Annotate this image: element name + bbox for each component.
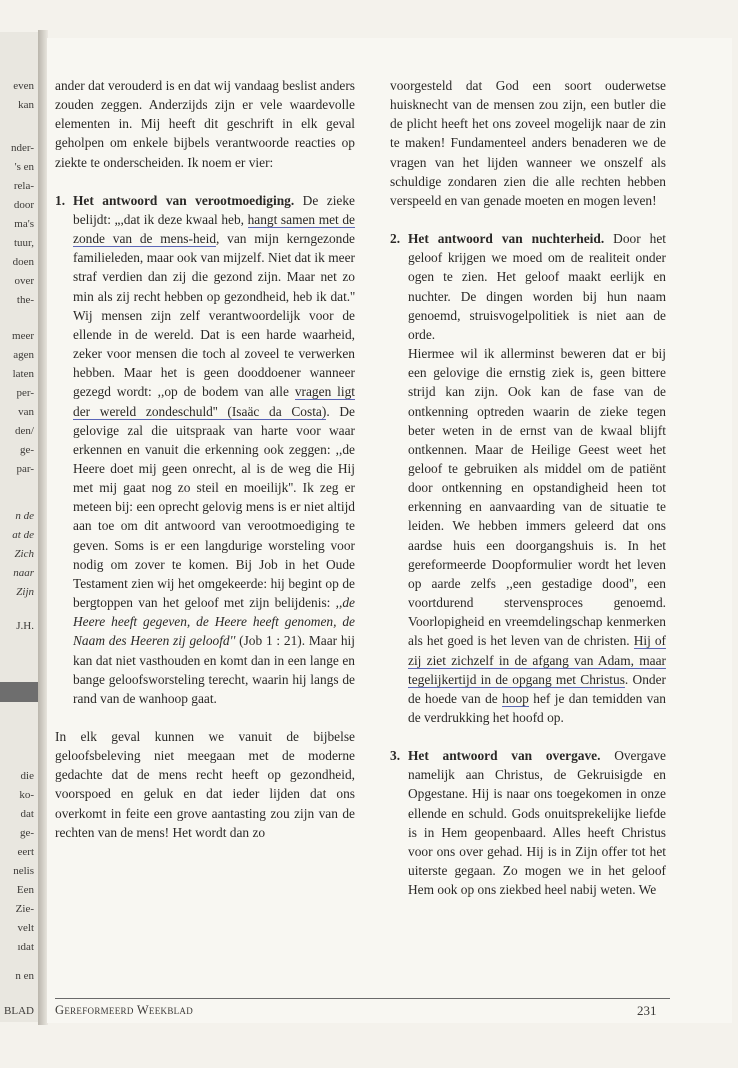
previous-page-fragment: Een: [16, 884, 34, 896]
list-item-2-continued: [390, 344, 666, 727]
previous-page-fragment: velt: [17, 922, 34, 934]
item-heading: Het antwoord van overgave.: [408, 748, 601, 764]
job-quote: ,,de Heere heeft gegeven, de Heere heeft genomen, de Naam des Heeren zij geloofd'': [73, 595, 355, 649]
underlined-text: vragen ligt der wereld zondeschuld'' (Isaäc da Costa): [73, 384, 355, 419]
continuation-paragraph: voorgesteld dat God een soort ouderwetse huisknecht van de mensen zou zijn, een butler die de plicht heeft het ons zoveel mogelijk naar de zin te maken! Fundamenteel anders benaderen we de vragen van het lijden wanneer we onszelf als schuldige zondaren zien die alle rechten hebben verspeeld en van genade moeten en mogen leven!: [390, 78, 666, 208]
previous-page-fragment: J.H.: [16, 620, 34, 632]
page-number: 231: [637, 1003, 657, 1018]
right-column: [390, 76, 666, 899]
previous-page-fragment: over: [14, 275, 34, 287]
item-text: (Job 1 : 21). Maar hij kan dat niet vasthouden en komt dan in een lange en bange geloofsworsteling terecht, waarin hij langs de rand van de wanhoop gaat.: [73, 633, 356, 706]
footer-rule: [55, 998, 670, 999]
list-item-2: [390, 229, 666, 344]
previous-page-fragment: den/: [15, 425, 34, 437]
previous-page-fragment: eert: [17, 846, 34, 858]
previous-page-fragment: the-: [16, 294, 34, 306]
item-text: Overgave namelijk aan Christus, de Gekruisigde en Opgestane. Hij is naar ons toegekomen in onze ellende en schuld. Gods onuitsprekelijke liefde is in Hem geopenbaard. Alles heeft Christus voor ons over gehad. Hij is in Zijn offer tot het uiterste gegaan. Zo mogen we in het geloof Hem ook op ons ziekbed heel nabij weten. We: [408, 748, 666, 898]
previous-page-fragment: 's en: [14, 161, 34, 173]
previous-page-fragment: tuur,: [13, 237, 34, 249]
left-column: [55, 76, 355, 842]
page: [47, 38, 732, 1023]
previous-page-fragment: nder-: [11, 142, 34, 154]
previous-page-fragment: ma's: [14, 218, 34, 230]
previous-page-fragment: BLAD: [4, 1005, 34, 1017]
previous-page-edge: [0, 32, 39, 1022]
item-text: . De gelovige zal die uitspraak van harte voor waar erkennen en vanuit die erkenning ook zeggen: ,,de Heere doet mij geen onrecht, al is de weg die Hij met mij gaat nog zo steil en moeilijk''. Ik zeg er meteen bij: een oprecht gelovig mens is er niet altijd aan toe om dit antwoord van verootmoediging te geven. Soms is er een langdurige worsteling voor nodig om zover te komen. Bij Job in het Oude Testament zien wij het omgekeerde: hij begint op de bergtoppen van het geloof met zijn belijdenis:: [73, 403, 356, 611]
underlined-text: hangt samen met de zonde van de mens-heid: [73, 211, 355, 247]
previous-page-fragment: Zie-: [15, 903, 34, 915]
previous-page-fragment: laten: [12, 368, 34, 380]
previous-page-fragment: at de: [12, 529, 34, 541]
list-number: 1.: [55, 192, 66, 208]
previous-page-fragment: nelis: [13, 865, 34, 877]
previous-page-fragment: kan: [18, 99, 34, 111]
previous-page-fragment: Zijn: [16, 586, 34, 598]
previous-page-fragment: agen: [13, 349, 34, 361]
item-heading: Het antwoord van verootmoediging.: [73, 192, 295, 208]
previous-page-fragment: Zich: [14, 548, 34, 560]
list-number: 2.: [390, 231, 401, 247]
previous-page-fragment: rela-: [13, 180, 34, 192]
previous-page-fragment: n de: [15, 510, 34, 522]
previous-page-fragment: per-: [16, 387, 34, 399]
item-text: De zieke belijdt: „,dat ik deze kwaal heb,: [73, 192, 355, 227]
previous-page-fragment: doen: [12, 256, 34, 268]
previous-page-fragment: par-: [16, 463, 34, 475]
intro-paragraph: ander dat verouderd is en dat wij vandaag beslist anders zouden zeggen. Anderzijds zijn er vele waardevolle elementen in. Mij heeft dit geschrift in elk geval geholpen om enkele bijbels verantwoorde reacties op ziekte te onderscheiden. Ik noem er vier:: [55, 78, 355, 170]
list-number: 3.: [390, 748, 401, 764]
previous-page-fragment: ge-: [19, 827, 34, 839]
paragraph: In elk geval kunnen we vanuit de bijbelse geloofsbeleving niet meegaan met de moderne gedachte dat de mens recht heeft op gezondheid, voorspoed en geluk en dat ieder lijden dat ons overkomt in feite een grove aantasting zou zijn van de rechten van de mens! Het wordt dan zo: [55, 729, 355, 840]
previous-page-fragment: ko-: [19, 789, 34, 801]
previous-page-fragment: even: [13, 80, 34, 92]
previous-page-fragment: n en: [15, 970, 34, 982]
list-item-3: [390, 746, 666, 899]
previous-page-fragment: door: [13, 199, 34, 211]
previous-page-fragment: die: [20, 770, 34, 782]
item-text: Door het geloof krijgen we moed om de realiteit onder ogen te zien. Het geloof maakt eerlijk en nuchter. De dingen worden bij hun naam genoemd, struisvogelpolitiek is niet aan de orde.: [408, 231, 666, 342]
item-text: Hiermee wil ik allerminst beweren dat er bij een gelovige die ernstig ziek is, geen bittere strijd kan zijn. Ook kan de fase van de ontkenning optreden waarin de zieke tegen beter weten in de ernst van de kwaal blijft ontkennen. Maar de Heilige Geest weet het geloof te gebruiken als middel om de patiënt door ontkenning en opstandigheid heen tot erkenning en aanvaarding van de situatie te leiden. We hebben immers geleerd dat ons aardse huis een doorgangshuis is. In het gereformeerde Doopformulier wordt het leven op aarde zelfs ,,een gestadige dood'', een voortdurend stervensproces genoemd. Voorlopigheid en vreemdelingschap kenmerken als het goed is het leven van de christen.: [408, 346, 666, 649]
item-text: hef je dan temidden van de verdrukking het hoofd op.: [408, 690, 667, 725]
underlined-text: Hij of zij ziet zichzelf in de afgang van Adam, maar tegelijkertijd in de opgang met Christus: [408, 633, 666, 687]
previous-page-grey-block: [0, 682, 38, 702]
underlined-text: hoop: [502, 690, 529, 706]
previous-page-fragment: van: [18, 406, 34, 418]
list-item-1: [55, 191, 355, 708]
item-heading: Het antwoord van nuchterheid.: [408, 231, 605, 247]
previous-page-fragment: ıdat: [17, 941, 34, 953]
item-text: , van mijn kerngezonde familieleden, maar ook van mijzelf. Niet dat ik meer straf verdien dan zij die gezond zijn. Maar net zo min als zij recht hebben op gezondheid, heb ik dat.'' Wij mensen zijn zelf verantwoordelijk voor de ellende in de wereld. Dat is een harde waarheid, zeker voor mensen die toch al zoveel te verwerken hebben. Maar het is geen dooddoener wanneer gezegd wordt: ,,op de bodem van alle: [73, 231, 355, 400]
item-text: . Onder de hoede van de: [408, 671, 666, 706]
publication-name: Gereformeerd Weekblad: [55, 1003, 194, 1017]
previous-page-fragment: dat: [20, 808, 34, 820]
previous-page-fragment: ge-: [19, 444, 34, 456]
previous-page-fragment: naar: [13, 567, 34, 579]
previous-page-fragment: meer: [12, 330, 34, 342]
